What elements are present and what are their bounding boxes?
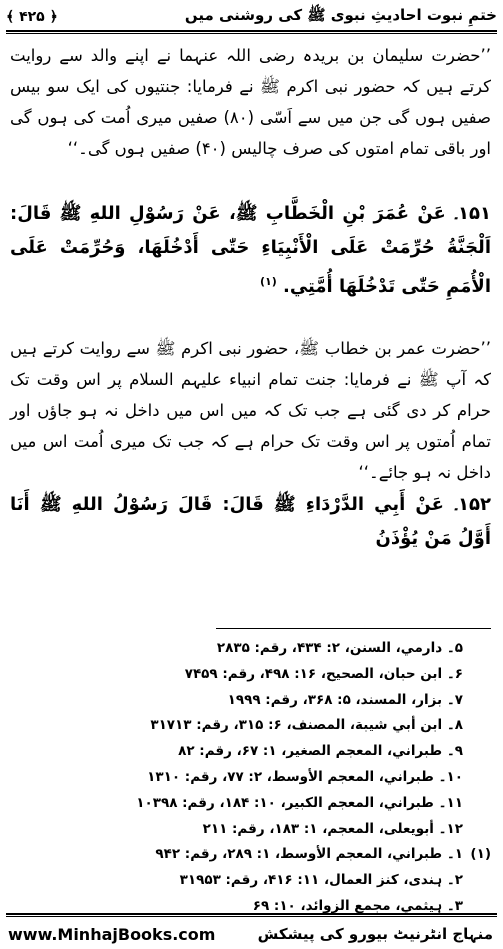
publisher-credit: منہاج انٹرنیٹ بیورو کی پیشکش <box>257 925 493 943</box>
footnote-item: ۱۱۔ طبراني، المعجم الکبیر، ۱۰: ۱۸۴، رقم: ۱۰۳۹۸ <box>136 794 463 811</box>
footnote-divider <box>216 628 491 629</box>
footnote-item: ۷۔ بزار، المسند، ۵: ۳۶۸، رقم: ۱۹۹۹ <box>227 691 463 708</box>
footnote-item: ۸۔ ابن أبي شیبة، المصنف، ۶: ۳۱۵، رقم: ۳۱۷۱۳ <box>150 717 463 734</box>
footnote-ref: (۱) <box>259 275 277 288</box>
hadith-number: ۱۵۲۔ <box>454 494 491 515</box>
footnote-item: ۹۔ طبراني، المعجم الصغیر، ۱: ۶۷، رقم: ۸۲ <box>178 743 463 760</box>
hadith-text: عَنْ عُمَرَ بْنِ الْخَطَّابِ ﷺ، عَنْ رَسُوْلِ اللهِ ﷺ قَالَ: اَلْجَنَّةُ حُرِّمَتْ عَلَى الْأَنْبِيَاءِ حَتّٰى أَدْخُلَهَا، وَحُرِّمَتْ عَلَى الْأُمَمِ حَتّٰى تَدْخُلَهَا أُمَّتِي. <box>10 203 491 297</box>
footnote-item: (۱) ۱۔ طبراني، المعجم الأوسط، ۱: ۲۸۹، رقم: ۹۴۲ <box>155 846 491 863</box>
footnote-item: ۱۲۔ أبویعلی، المعجم، ۱: ۱۸۳، رقم: ۲۱۱ <box>202 820 463 837</box>
running-title: ختمِ نبوت احادیثِ نبوی ﷺ کی روشنی میں <box>184 6 497 24</box>
footnote-item: ۲۔ ہندی، کنز العمال، ۱۱: ۴۱۶، رقم: ۳۱۹۵۳ <box>179 872 463 889</box>
translation-text: ’’حضرت سلیمان بن بریدہ رضی اللہ عنہما نے اپنے والد سے روایت کرتے ہیں کہ حضور نبی اکرم ﷺ نے فرمایا: جنتیوں کی ایک سو بیس صفیں ہوں گی جن میں سے اَسّی (۸۰) صفیں میری اُمت کی ہوں گی اور باقی تمام امتوں کی صرف چالیس (۴۰) صفیں ہوں گی۔‘‘ <box>10 46 491 158</box>
website-link[interactable]: www.MinhajBooks.com <box>8 924 216 944</box>
hadith-151 <box>10 197 491 304</box>
urdu-translation-1 <box>10 40 491 164</box>
footnote-item: ۳۔ ہیثمي، مجمع الزوائد، ۱۰: ۶۹ <box>252 897 463 914</box>
footnote-item: ۵۔ دارمي، السنن، ۲: ۴۳۴، رقم: ۲۸۳۵ <box>216 640 463 656</box>
hadith-number: ۱۵۱۔ <box>454 203 491 224</box>
footer-rule <box>6 913 497 915</box>
footer-rule-thin <box>6 916 497 917</box>
translation-text: ’’حضرت عمر بن خطاب ﷺ، حضور نبی اکرم ﷺ سے روایت کرتے ہیں کہ آپ ﷺ نے فرمایا: جنت تمام انبیاء علیہم السلام پر اس وقت تک حرام کر دی گئی ہے جب تک کہ میں اس میں داخل نہ ہو جاؤں اور تمام اُمتوں پر اس وقت تک حرام ہے کہ جب تک میری اُمت اس میں داخل نہ ہو جائے۔‘‘ <box>10 339 491 482</box>
hadith-152 <box>10 488 491 556</box>
page-footer <box>8 921 493 947</box>
footnote-item: ۶۔ ابن حبان، الصحیح، ۱۶: ۴۹۸، رقم: ۷۴۵۹ <box>184 665 463 682</box>
header-rule <box>6 33 497 34</box>
hadith-text: عَنْ أَبِي الدَّرْدَاءِ ﷺ قَالَ: قَالَ رَسُوْلُ اللهِ ﷺ أَنَا أَوَّلُ مَنْ يُؤْذَنُ <box>10 494 491 549</box>
footnote-item: ۱۰۔ طبراني، المعجم الأوسط، ۲: ۷۷، رقم: ۱۳۱۰ <box>147 768 463 785</box>
footnotes <box>10 636 491 920</box>
page-header <box>6 4 497 32</box>
page-number: ﴿ ۴۲۵ ﴾ <box>6 9 58 25</box>
urdu-translation-2 <box>10 333 491 488</box>
